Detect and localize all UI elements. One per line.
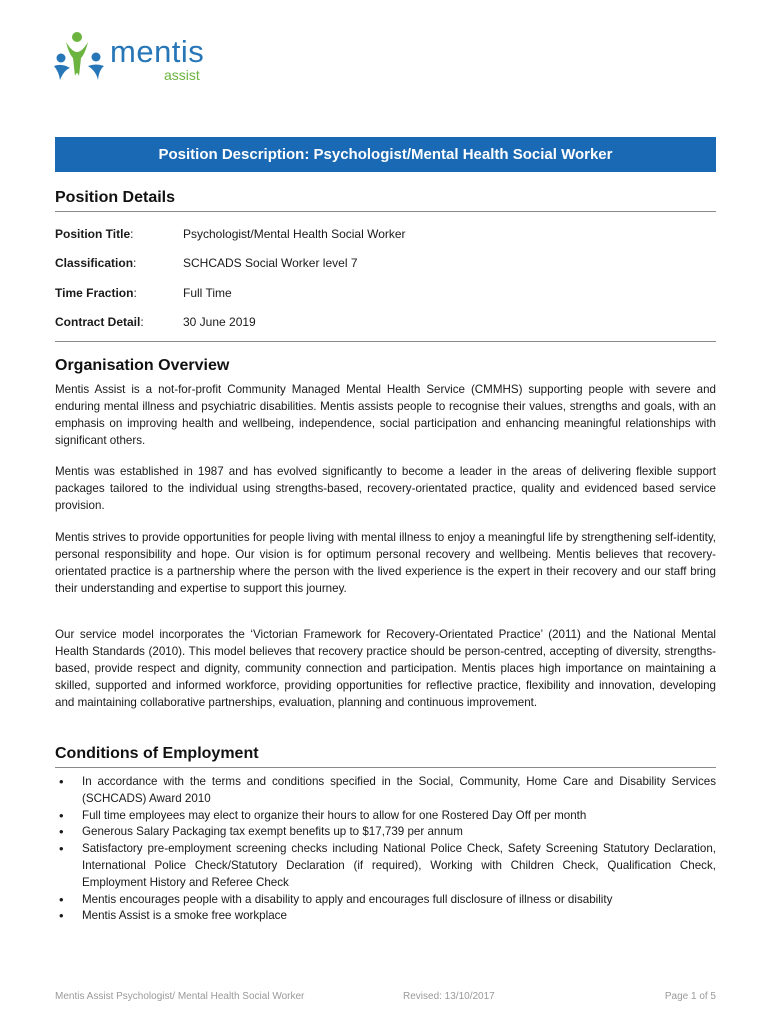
section-divider [55,767,716,768]
list-item: • Generous Salary Packaging tax exempt benefits up to $17,739 per annum [59,824,463,840]
detail-label: Classification: [55,256,137,270]
logo-wordmark: mentis [110,34,205,69]
bullet-icon: • [59,908,64,924]
detail-row-classification [55,256,716,272]
conditions-heading: Conditions of Employment [55,745,259,762]
bullet-icon: • [59,841,64,857]
detail-label: Time Fraction: [55,286,137,300]
organisation-overview-heading: Organisation Overview [55,357,230,374]
list-item: • Satisfactory pre-employment screening checks including National Police Check, Safety Screening Statutory Declaration, International Police Check/Statutory Declaration (if required), Working with Children Check, Qualification Check, Employment History and Referee Check [59,841,716,889]
position-details-heading: Position Details [55,189,176,206]
banner-title: Position Description: Psychologist/Mental Health Social Worker [158,146,613,163]
detail-value: SCHCADS Social Worker level 7 [183,256,358,270]
list-item: • Mentis encourages people with a disability to apply and encourages full disclosure of illness or disability [59,891,613,907]
overview-paragraph: Our service model incorporates the ‘Victorian Framework for Recovery-Orientated Practice’ (2011) and the National Mental Health Standards (2010). This model believes that recovery practice should be person-centred, accepting of diversity, strengths-based, provide respect and dignity, community connection and participation. Mentis places high importance on maintaining a skilled, supported and informed workforce, providing opportunities for reflective practice, flexibility and innovation, developing and maintaining collaborative partnerships, evaluation, planning and continuous improvement. [55,628,716,709]
overview-paragraph: Mentis strives to provide opportunities for people living with mental illness to enjoy a meaningful life by strengthening self-identity, personal responsibility and hope. Our vision is for optimum personal recovery and wellbeing. Mentis believes that recovery-orientated practice is a partnership where the person with the lived experience is the expert in their recovery and our staff bring their understanding and expertise to support this journey. [55,531,716,595]
mentis-assist-logo [52,30,212,86]
list-item: • Full time employees may elect to organize their hours to allow for one Rostered Day Off per month [59,807,587,823]
overview-paragraph: Mentis was established in 1987 and has evolved significantly to become a leader in the areas of delivering flexible support packages tailored to the individual using strengths-based, recovery-orientated practice, quality and evidenced based service provision. [55,465,716,512]
overview-paragraph: Mentis Assist is a not-for-profit Community Managed Mental Health Service (CMMHS) supporting people with severe and enduring mental illness and psychiatric disabilities. Mentis assists people to recognise their values, strengths and goals, with an emphasis on improving health and wellbeing, independence, social participation and enhancing meaningful relationships with significant others. [55,383,716,447]
section-divider [55,341,716,342]
logo-subtitle: assist [164,67,200,83]
detail-value: 30 June 2019 [183,315,256,329]
position-description-banner [55,137,716,172]
people-figures-icon [52,30,110,82]
detail-label: Position Title: [55,227,134,241]
bullet-icon: • [59,824,64,840]
footer-page-number: Page 1 of 5 [664,991,716,1002]
detail-row-contract-detail [55,315,716,331]
detail-label: Contract Detail: [55,315,144,329]
detail-value: Psychologist/Mental Health Social Worker [183,227,406,241]
bullet-icon: • [59,774,64,789]
detail-row-time-fraction [55,286,716,302]
list-item: • Mentis Assist is a smoke free workplace [59,908,287,924]
detail-row-position-title [55,227,716,243]
detail-value: Full Time [183,286,232,300]
bullet-icon: • [59,807,64,823]
section-divider [55,211,716,212]
footer-document-name: Mentis Assist Psychologist/ Mental Health Social Worker [55,991,305,1002]
footer-revised-date: Revised: 13/10/2017 [403,991,495,1002]
list-item: • In accordance with the terms and conditions specified in the Social, Community, Home Care and Disability Services (SCHCADS) Award 2010 [59,774,716,805]
bullet-icon: • [59,891,64,907]
conditions-list [55,774,716,925]
